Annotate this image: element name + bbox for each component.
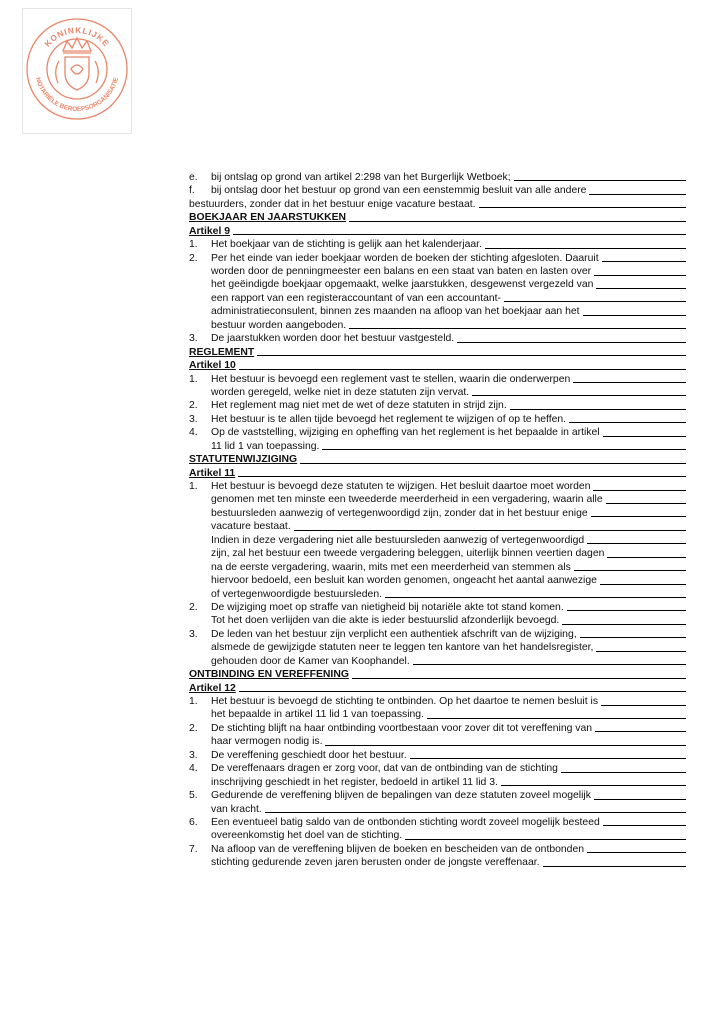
fill-rule [322, 449, 686, 450]
text-line [189, 319, 686, 332]
line-text: het bepaalde in artikel 11 lid 1 van toepassing. [211, 709, 424, 721]
text-line [189, 238, 686, 251]
fill-rule [583, 315, 686, 316]
line-text: worden door de penningmeester een balans en een staat van baten en lasten over [211, 266, 592, 278]
line-text: Per het einde van ieder boekjaar worden de boeken der stichting afgesloten. Daaruit [211, 252, 599, 264]
fill-rule [349, 221, 686, 222]
text-line [189, 601, 686, 614]
text-line [189, 803, 686, 816]
text-line [189, 789, 686, 802]
text-line [189, 749, 686, 762]
text-line [189, 695, 686, 708]
section-heading [189, 359, 686, 372]
text-line [189, 507, 686, 520]
line-text: bij ontslag op grond van artikel 2:298 van het Burgerlijk Wetboek; [211, 171, 511, 183]
line-text: stichting gedurende zeven jaren berusten onder de jongste vereffenaar. [211, 857, 540, 869]
text-line [189, 332, 686, 345]
fill-rule [580, 637, 686, 638]
item-label: 4. [189, 427, 198, 439]
fill-rule [239, 691, 686, 692]
fill-rule [543, 866, 687, 867]
text-line [189, 762, 686, 775]
item-label: 1. [189, 696, 198, 708]
fill-rule [485, 248, 686, 249]
fill-rule [405, 839, 686, 840]
seal-text-bottom: NOTARIËLE BEROEPSORGANISATIE [33, 76, 121, 114]
line-text: gehouden door de Kamer van Koophandel. [211, 655, 410, 667]
text-line [189, 856, 686, 869]
item-label: 1. [189, 373, 198, 385]
fill-rule [479, 207, 686, 208]
line-text: Het bestuur is te allen tijde bevoegd het reglement te wijzigen of op te heffen. [211, 413, 567, 425]
text-line [189, 829, 686, 842]
text-line [189, 440, 686, 453]
text-line [189, 494, 686, 507]
line-text: het geëindigde boekjaar opgemaakt, welke jaarstukken, desgewenst vergezeld van [211, 279, 594, 291]
text-line [189, 426, 686, 439]
line-text: bestuur worden aangeboden. [211, 319, 347, 331]
fill-rule [606, 503, 686, 504]
line-text: Het bestuur is bevoegd een reglement vast te stellen, waarin die onderwerpen [211, 373, 571, 385]
fill-rule [427, 718, 686, 719]
line-text: inschrijving geschiedt in het register, bedoeld in artikel 11 lid 3. [211, 776, 498, 788]
fill-rule [595, 731, 686, 732]
item-label: 3. [189, 628, 198, 640]
text-line [189, 171, 686, 184]
text-line [189, 386, 686, 399]
line-text: Het boekjaar van de stichting is gelijk aan het kalenderjaar. [211, 239, 482, 251]
line-text: De vereffenaars dragen er zorg voor, dat van de ontbinding van de stichting [211, 763, 558, 775]
fill-rule [413, 664, 686, 665]
text-line [189, 373, 686, 386]
line-text: bestuurders, zonder dat in het bestuur enige vacature bestaat. [189, 198, 476, 210]
line-text: Na afloop van de vereffening blijven de boeken en bescheiden van de ontbonden [211, 843, 585, 855]
line-text: na de eerste vergadering, waarin, mits met een meerderheid van stemmen als [211, 561, 571, 573]
item-label: 5. [189, 790, 198, 802]
line-text: De vereffening geschiedt door het bestuur. [211, 749, 407, 761]
fill-rule [569, 422, 686, 423]
fill-rule [596, 651, 686, 652]
section-heading [189, 211, 686, 224]
text-line [189, 252, 686, 265]
fill-rule [385, 597, 686, 598]
line-text: Op de vaststelling, wijziging en opheffing van het reglement is het bepaalde in artikel [211, 427, 600, 439]
section-heading [189, 346, 686, 359]
fill-rule [587, 852, 686, 853]
notary-seal [22, 8, 132, 134]
fill-rule [573, 382, 686, 383]
item-label: 2. [189, 252, 198, 264]
fill-rule [591, 516, 686, 517]
text-line [189, 655, 686, 668]
line-text: Indien in deze vergadering niet alle bestuursleden aanwezig of vertegenwoordigd [211, 534, 585, 546]
line-text: De leden van het bestuur zijn verplicht een authentiek afschrift van de wijziging, [211, 628, 577, 640]
fill-rule [300, 463, 686, 464]
text-line [189, 561, 686, 574]
fill-rule [603, 825, 686, 826]
text-line [189, 588, 686, 601]
fill-rule [607, 557, 686, 558]
text-line [189, 305, 686, 318]
fill-rule [410, 758, 686, 759]
fill-rule [594, 799, 686, 800]
heading-text: STATUTENWIJZIGING [189, 454, 298, 466]
line-text: Het bestuur is bevoegd deze statuten te wijzigen. Het besluit daartoe moet worden [211, 481, 591, 493]
section-heading [189, 225, 686, 238]
section-heading [189, 668, 686, 681]
line-text: bestuursleden aanwezig of vertegenwoordigd zijn, zonder dat in het bestuur enige [211, 507, 588, 519]
item-label: 1. [189, 481, 198, 493]
fill-rule [257, 355, 686, 356]
fill-rule [596, 288, 686, 289]
item-label: 3. [189, 333, 198, 345]
item-label: 2. [189, 601, 198, 613]
fill-rule [265, 812, 686, 813]
fill-rule [352, 678, 686, 679]
fill-rule [510, 409, 686, 410]
line-text: Een eventueel batig saldo van de ontbonden stichting wordt zoveel mogelijk besteed [211, 816, 600, 828]
item-label: e. [189, 171, 198, 183]
text-line [189, 198, 686, 211]
text-line [189, 628, 686, 641]
heading-text: BOEKJAAR EN JAARSTUKKEN [189, 212, 347, 224]
seal-emblem [25, 17, 129, 121]
heading-text: ONTBINDING EN VEREFFENING [189, 669, 349, 681]
line-text: Gedurende de vereffening blijven de bepalingen van deze statuten zoveel mogelijk [211, 790, 591, 802]
fill-rule [561, 772, 686, 773]
line-text: Het reglement mag niet met de wet of deze statuten in strijd zijn. [211, 400, 507, 412]
line-text: haar vermogen nodig is. [211, 736, 323, 748]
item-label: 6. [189, 816, 198, 828]
line-text: De stichting blijft na haar ontbinding voortbestaan voor zover dit tot vereffening van [211, 722, 593, 734]
text-line [189, 534, 686, 547]
section-heading [189, 682, 686, 695]
fill-rule [239, 369, 686, 370]
text-line [189, 816, 686, 829]
item-label: 1. [189, 239, 198, 251]
line-text: De jaarstukken worden door het bestuur vastgesteld. [211, 333, 455, 345]
heading-text: Artikel 12 [189, 682, 236, 694]
fill-rule [504, 301, 686, 302]
text-line [189, 520, 686, 533]
section-heading [189, 453, 686, 466]
fill-rule [601, 705, 686, 706]
heading-text: Artikel 10 [189, 360, 236, 372]
fill-rule [457, 342, 686, 343]
heading-text: REGLEMENT [189, 346, 255, 358]
item-label: 2. [189, 722, 198, 734]
heading-text: Artikel 9 [189, 225, 231, 237]
fill-rule [603, 436, 686, 437]
line-text: De wijziging moet op straffe van nietigheid bij notariële akte tot stand komen. [211, 601, 564, 613]
text-line [189, 399, 686, 412]
item-label: 4. [189, 763, 198, 775]
text-line [189, 574, 686, 587]
fill-rule [594, 275, 686, 276]
text-line [189, 722, 686, 735]
text-line [189, 641, 686, 654]
text-line [189, 413, 686, 426]
fill-rule [501, 785, 686, 786]
item-label: 3. [189, 749, 198, 761]
line-text: vacature bestaat. [211, 521, 291, 533]
fill-rule [602, 261, 686, 262]
fill-rule [238, 476, 686, 477]
line-text: een rapport van een registeraccountant of van een accountant- [211, 292, 501, 304]
line-text: alsmede de gewijzigde statuten neer te leggen ten kantore van het handelsregister, [211, 642, 594, 654]
line-text: 11 lid 1 van toepassing. [211, 440, 320, 452]
fill-rule [233, 234, 686, 235]
statute-text [189, 171, 686, 870]
line-text: bij ontslag door het bestuur op grond van een eenstemmig besluit van alle andere [211, 185, 587, 197]
text-line [189, 735, 686, 748]
line-text: of vertegenwoordigde bestuursleden. [211, 588, 382, 600]
text-line [189, 279, 686, 292]
fill-rule [574, 570, 686, 571]
section-heading [189, 467, 686, 480]
item-label: f. [189, 185, 195, 197]
text-line [189, 709, 686, 722]
line-text: worden geregeld, welke niet in deze statuten zijn vervat. [211, 386, 470, 398]
line-text: van kracht. [211, 803, 262, 815]
line-text: administratieconsulent, binnen zes maanden na afloop van het boekjaar aan het [211, 306, 580, 318]
line-text: Het bestuur is bevoegd de stichting te ontbinden. Op het daartoe te nemen besluit is [211, 696, 599, 708]
fill-rule [600, 584, 686, 585]
text-line [189, 614, 686, 627]
line-text: zijn, zal het bestuur een tweede vergadering beleggen, uiterlijk binnen veertien dagen [211, 548, 605, 560]
text-line [189, 184, 686, 197]
item-label: 7. [189, 843, 198, 855]
fill-rule [294, 530, 686, 531]
text-line [189, 292, 686, 305]
line-text: hiervoor bedoeld, een besluit kan worden genomen, ongeacht het aantal aanwezige [211, 575, 597, 587]
text-line [189, 480, 686, 493]
fill-rule [514, 180, 686, 181]
seal-text-top: KONINKLIJKE [42, 25, 112, 49]
line-text: genomen met ten minste een tweederde meerderheid in een vergadering, waarin alle [211, 494, 603, 506]
fill-rule [567, 610, 686, 611]
text-line [189, 265, 686, 278]
line-text: overeenkomstig het doel van de stichting. [211, 830, 403, 842]
item-label: 2. [189, 400, 198, 412]
fill-rule [349, 328, 686, 329]
fill-rule [589, 194, 686, 195]
fill-rule [587, 543, 686, 544]
text-line [189, 547, 686, 560]
item-label: 3. [189, 413, 198, 425]
fill-rule [562, 624, 686, 625]
fill-rule [593, 490, 686, 491]
line-text: Tot het doen verlijden van die akte is ieder bestuurslid afzonderlijk bevoegd. [211, 615, 560, 627]
heading-text: Artikel 11 [189, 467, 236, 479]
text-line [189, 776, 686, 789]
fill-rule [472, 395, 686, 396]
fill-rule [325, 745, 686, 746]
text-line [189, 843, 686, 856]
